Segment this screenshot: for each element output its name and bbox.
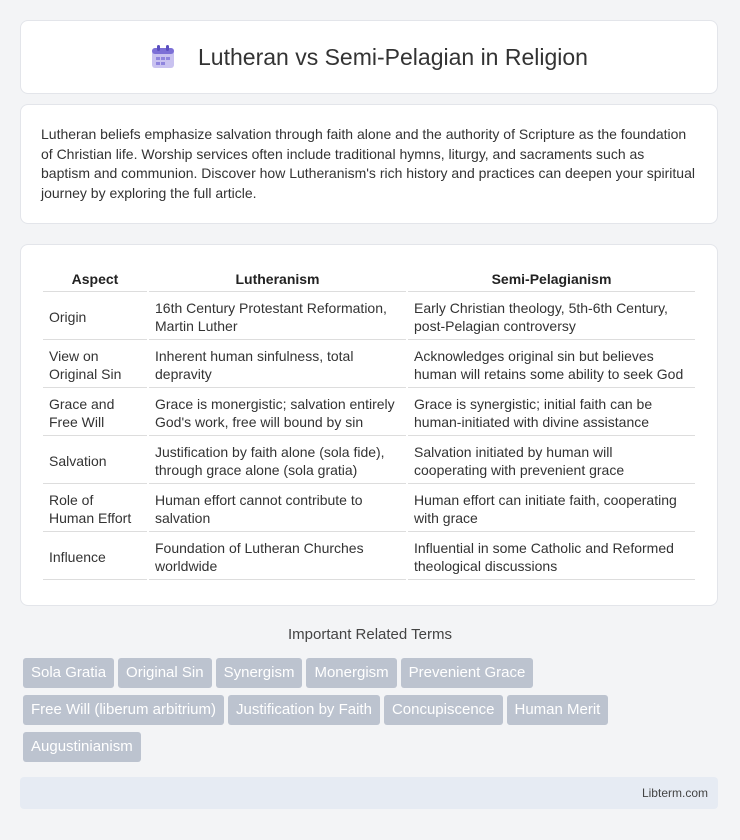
intro-text: Lutheran beliefs emphasize salvation through faith alone and the authority of Scripture as the foundation of Christian life. Worship services often include traditional hymns, liturgy, and sacraments such as baptism and communion. Discover how Lutheranism's rich history and practices can deepen your spiritual journey by exploring the full article. bbox=[41, 126, 695, 201]
term-tag[interactable]: Original Sin bbox=[118, 658, 212, 688]
table-row bbox=[43, 438, 695, 484]
term-tag[interactable]: Sola Gratia bbox=[23, 658, 114, 688]
cell-lutheranism: Human effort cannot contribute to salvation bbox=[149, 486, 406, 532]
header-aspect: Aspect bbox=[43, 267, 147, 292]
term-tag[interactable]: Monergism bbox=[306, 658, 396, 688]
cell-lutheranism: Grace is monergistic; salvation entirely God's work, free will bound by sin bbox=[149, 390, 406, 436]
term-tag[interactable]: Free Will (liberum arbitrium) bbox=[23, 695, 224, 725]
table-row bbox=[43, 390, 695, 436]
cell-aspect: Grace and Free Will bbox=[43, 390, 147, 436]
comparison-table bbox=[41, 265, 697, 582]
cell-aspect: Salvation bbox=[43, 438, 147, 484]
cell-lutheranism: Foundation of Lutheran Churches worldwide bbox=[149, 534, 406, 580]
header-lutheranism: Lutheranism bbox=[149, 267, 406, 292]
cell-aspect: Influence bbox=[43, 534, 147, 580]
cell-lutheranism: Inherent human sinfulness, total depravity bbox=[149, 342, 406, 388]
table-row bbox=[43, 294, 695, 340]
footer-site-link[interactable]: Libterm.com bbox=[641, 786, 708, 800]
cell-lutheranism: Justification by faith alone (sola fide), through grace alone (sola gratia) bbox=[149, 438, 406, 484]
table-row bbox=[43, 486, 695, 532]
header-semi-pelagianism: Semi-Pelagianism bbox=[408, 267, 695, 292]
cell-aspect: Origin bbox=[43, 294, 147, 340]
term-tag[interactable]: Synergism bbox=[216, 658, 303, 688]
table-row bbox=[43, 534, 695, 580]
page-title: Lutheran vs Semi-Pelagian in Religion bbox=[198, 43, 588, 70]
cell-semi-pelagianism: Human effort can initiate faith, cooperating with grace bbox=[408, 486, 695, 532]
calendar-icon bbox=[150, 44, 176, 70]
cell-semi-pelagianism: Early Christian theology, 5th-6th Century, post-Pelagian controversy bbox=[408, 294, 695, 340]
cell-semi-pelagianism: Acknowledges original sin but believes human will retains some ability to seek God bbox=[408, 342, 695, 388]
comparison-card bbox=[20, 244, 718, 606]
cell-aspect: Role of Human Effort bbox=[43, 486, 147, 532]
term-tag[interactable]: Justification by Faith bbox=[228, 695, 380, 725]
cell-lutheranism: 16th Century Protestant Reformation, Martin Luther bbox=[149, 294, 406, 340]
cell-semi-pelagianism: Influential in some Catholic and Reformed theological discussions bbox=[408, 534, 695, 580]
cell-aspect: View on Original Sin bbox=[43, 342, 147, 388]
footer bbox=[20, 777, 718, 809]
term-tag[interactable]: Human Merit bbox=[507, 695, 609, 725]
related-terms-list bbox=[23, 658, 723, 769]
term-tag[interactable]: Concupiscence bbox=[384, 695, 503, 725]
term-tag[interactable]: Augustinianism bbox=[23, 732, 141, 762]
cell-semi-pelagianism: Salvation initiated by human will cooperating with prevenient grace bbox=[408, 438, 695, 484]
cell-semi-pelagianism: Grace is synergistic; initial faith can be human-initiated with divine assistance bbox=[408, 390, 695, 436]
header-card bbox=[20, 20, 718, 94]
term-tag[interactable]: Prevenient Grace bbox=[401, 658, 534, 688]
table-row bbox=[43, 342, 695, 388]
intro-card bbox=[20, 104, 718, 224]
table-header-row bbox=[43, 267, 695, 292]
related-terms-title: Important Related Terms bbox=[288, 626, 452, 643]
